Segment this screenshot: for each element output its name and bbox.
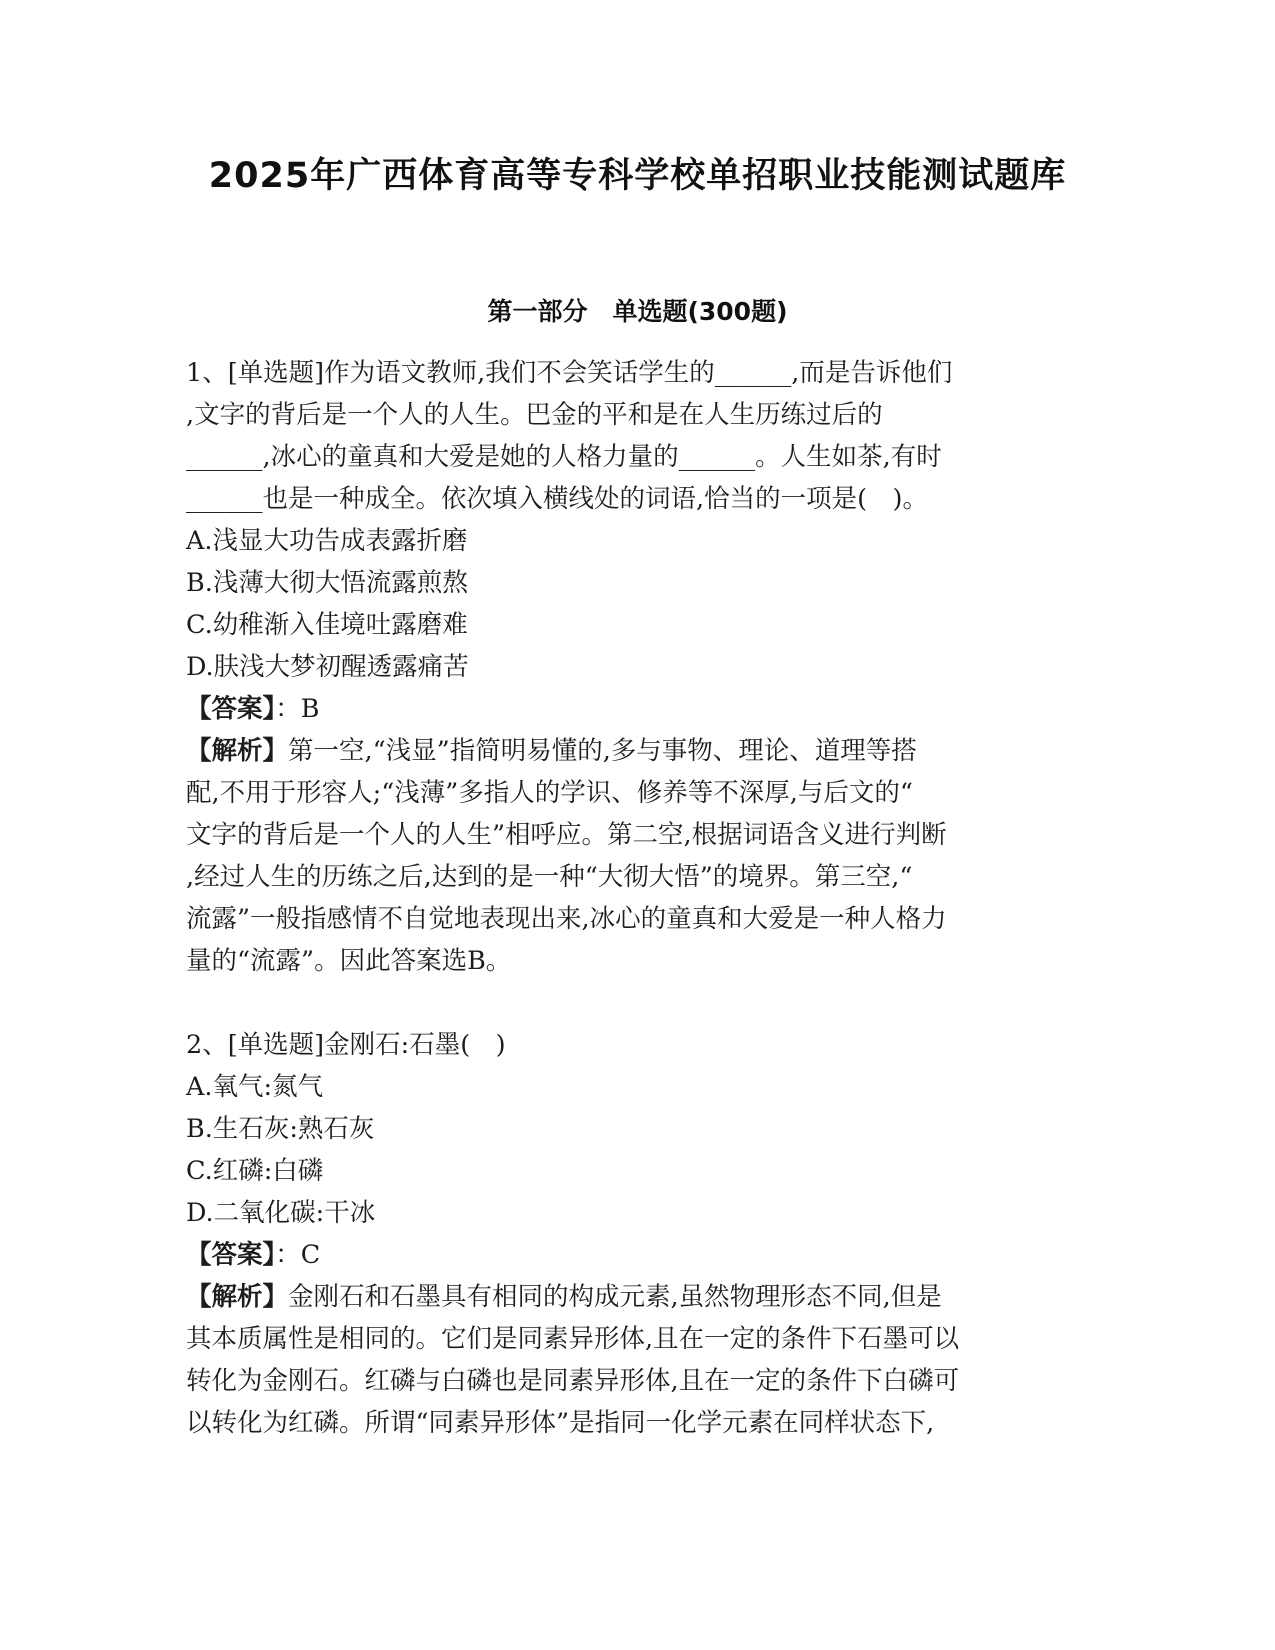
analysis-label: 【解析】: [186, 736, 289, 766]
question-stem-line: 2、[单选题]金刚石:石墨( ): [186, 1030, 506, 1060]
answer-label: 【答案】: [186, 1240, 276, 1270]
option-a: A.浅显大功告成表露折磨: [186, 526, 468, 556]
analysis-line: [186, 1276, 1076, 1318]
question-2: [186, 1024, 1076, 1444]
option-c: C.红磷:白磷: [186, 1156, 324, 1186]
option-c: C.幼稚渐入佳境吐露磨难: [186, 610, 468, 640]
analysis-text: ,经过人生的历练之后,达到的是一种“大彻大悟”的境界。第三空,“: [186, 862, 913, 892]
analysis-text: 文字的背后是一个人的人生”相呼应。第二空,根据词语含义进行判断: [186, 820, 947, 850]
analysis-text: 其本质属性是相同的。它们是同素异形体,且在一定的条件下石墨可以: [186, 1324, 960, 1354]
question-stem-line: ______,冰心的童真和大爱是她的人格力量的______。人生如茶,有时: [186, 442, 942, 472]
option-b: B.浅薄大彻大悟流露煎熬: [186, 568, 468, 598]
analysis-text: 流露”一般指感情不自觉地表现出来,冰心的童真和大爱是一种人格力: [186, 904, 947, 934]
question-stem-line: ______也是一种成全。依次填入横线处的词语,恰当的一项是( )。: [186, 484, 929, 514]
document-title: 2025年广西体育高等专科学校单招职业技能测试题库: [208, 156, 1067, 196]
option-d: D.肤浅大梦初醒透露痛苦: [186, 652, 469, 682]
analysis-text: 以转化为红磷。所谓“同素异形体”是指同一化学元素在同样状态下,: [186, 1408, 935, 1438]
analysis-text: 第一空,“浅显”指简明易懂的,多与事物、理论、道理等搭: [288, 736, 917, 766]
analysis-text: 转化为金刚石。红磷与白磷也是同素异形体,且在一定的条件下白磷可: [186, 1366, 960, 1396]
section-title: 第一部分 单选题(300题): [487, 297, 788, 326]
question-stem-line: 1、[单选题]作为语文教师,我们不会笑话学生的______,而是告诉他们: [186, 358, 953, 388]
option-d: D.二氧化碳:干冰: [186, 1198, 376, 1228]
answer-value: ：C: [275, 1240, 321, 1270]
answer-line: [186, 1234, 1076, 1276]
answer-label: 【答案】: [186, 694, 276, 724]
question-stem-line: ,文字的背后是一个人的人生。巴金的平和是在人生历练过后的: [186, 400, 883, 430]
analysis-text: 量的“流露”。因此答案选B。: [186, 946, 512, 976]
answer-value: ：B: [275, 694, 320, 724]
answer-line: [186, 688, 1076, 730]
analysis-line: [186, 730, 1076, 772]
analysis-text: 配,不用于形容人;“浅薄”多指人的学识、修养等不深厚,与后文的“: [186, 778, 913, 808]
analysis-text: 金刚石和石墨具有相同的构成元素,虽然物理形态不同,但是: [288, 1282, 942, 1312]
option-b: B.生石灰:熟石灰: [186, 1114, 375, 1144]
analysis-label: 【解析】: [186, 1282, 289, 1312]
question-1: [186, 352, 1076, 982]
option-a: A.氧气:氮气: [186, 1072, 324, 1102]
